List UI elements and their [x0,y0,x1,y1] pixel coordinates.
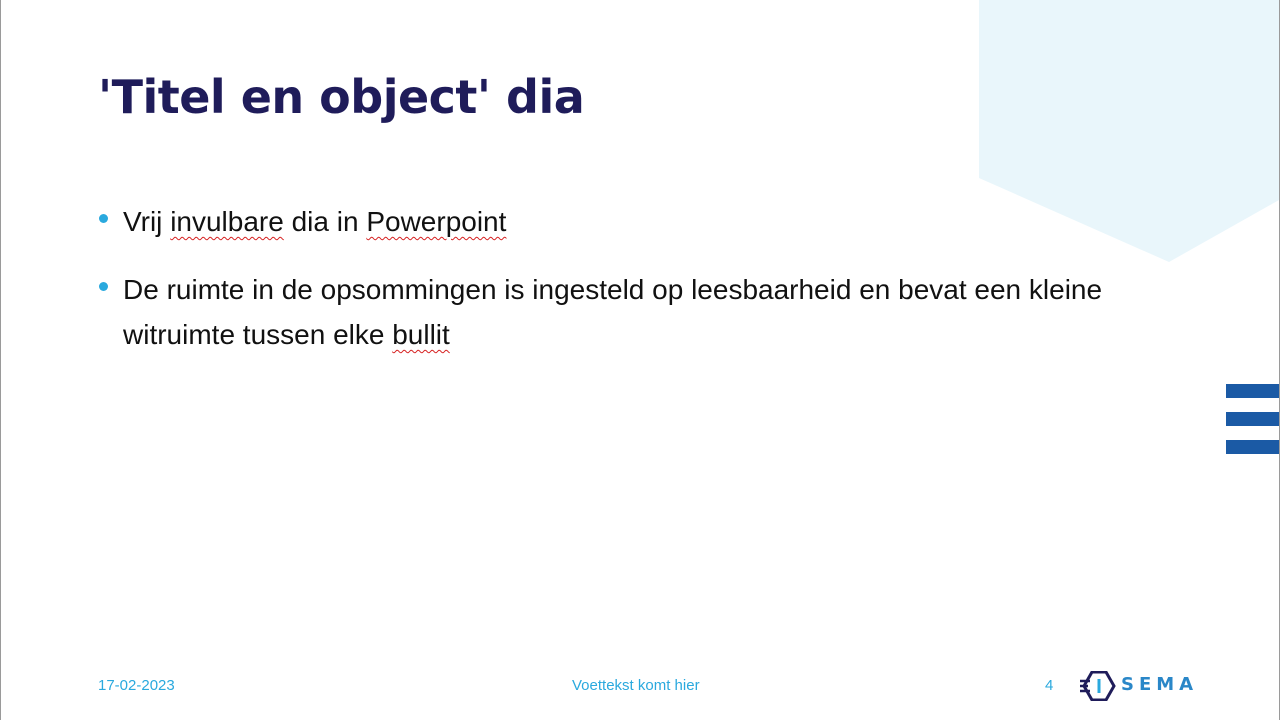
slide-title[interactable]: 'Titel en object' dia [98,70,585,124]
sema-logo [1080,671,1200,701]
bullet-text: dia in [283,206,367,237]
logo-text: SEMA [1121,674,1199,695]
bullet-item[interactable] [98,267,1178,357]
footer-date: 17-02-2023 [98,677,175,694]
spellcheck-flagged-word: bullit [392,319,450,350]
spellcheck-flagged-word: Powerpoint [366,206,507,237]
spellcheck-flagged-word: invulbare [170,206,284,237]
bullet-dot-icon [99,282,108,291]
bullet-dot-icon [99,214,108,223]
sema-logo-icon [1080,671,1116,701]
bullet-list[interactable] [98,199,1178,380]
stripes-decoration [1226,384,1279,456]
bullet-text: De ruimte in de opsommingen is ingesteld op leesbaarheid en bevat een kleine witruimte tussen elke [123,274,1103,350]
bullet-text: Vrij [123,206,171,237]
bullet-item[interactable] [98,199,1178,244]
footer-text: Voettekst komt hier [572,677,700,694]
slide-number: 4 [1045,677,1054,694]
